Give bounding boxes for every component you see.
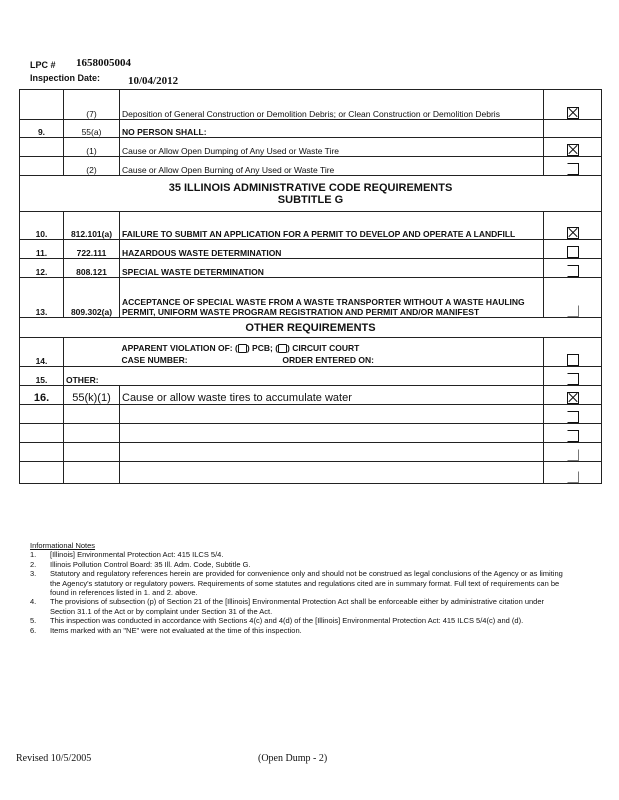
empty-row — [20, 405, 602, 424]
checkbox-11[interactable] — [567, 246, 579, 258]
checkbox-10[interactable] — [567, 227, 579, 239]
empty-row — [20, 462, 602, 484]
empty-row — [20, 443, 602, 462]
row-11: 11. 722.111 HAZARDOUS WASTE DETERMINATION — [20, 240, 602, 259]
pcb-checkbox[interactable] — [238, 344, 247, 353]
checkbox-empty-2[interactable] — [567, 430, 579, 442]
checkbox-9-2[interactable] — [567, 163, 579, 175]
checkbox-15[interactable] — [567, 373, 579, 385]
section-header-other — [20, 318, 602, 338]
row-16: 16. 55(k)(1) Cause or allow waste tires to accumulate water — [20, 386, 602, 405]
note-item: 2. Illinois Pollution Control Board: 35 Ill. Adm. Code, Subtitle G. — [30, 559, 251, 569]
checkbox-16[interactable] — [567, 392, 579, 404]
informational-notes — [30, 541, 570, 635]
note-item: 1. [Illinois] Environmental Protection Act: 415 ILCS 5/4. — [30, 550, 224, 560]
inspection-date-label: Inspection Date: — [30, 73, 101, 83]
checkbox-12[interactable] — [567, 265, 579, 277]
checkbox-9-1[interactable] — [567, 144, 579, 156]
notes-title: Informational Notes — [30, 541, 96, 550]
empty-row — [20, 424, 602, 443]
checkbox-7[interactable] — [567, 107, 579, 119]
note-item: 3. Statutory and regulatory references herein are provided for convenience only and should not be construed as legal conclusions of the Agency or as limiting the Agency's statutory or regulatory powers. Requirements of some statutes and regulations cited are in summary format. Full text of requirements can be found in references listed in 1. and 2. above. — [30, 569, 563, 598]
inspection-date: 10/04/2012 — [128, 75, 179, 87]
section-subtitle: SUBTITLE G — [277, 193, 344, 206]
section-title: 35 ILLINOIS ADMINISTRATIVE CODE REQUIREMENTS — [168, 181, 453, 194]
row-12: 12. 808.121 SPECIAL WASTE DETERMINATION — [20, 259, 602, 278]
row-9-2: (2) Cause or Allow Open Burning of Any Used or Waste Tire — [20, 157, 602, 176]
row-7: (7) Deposition of General Construction or Demolition Debris; or Clean Construction or Demolition Debris — [20, 90, 602, 120]
other-requirements-title: OTHER REQUIREMENTS — [20, 318, 602, 338]
lpc-number: 1658005004 — [76, 57, 131, 69]
row-14: 14. APPARENT VIOLATION OF: ( ) PCB; ( ) CIRCUIT COURT CASE NUMBER: ORDER ENTERED ON: — [20, 338, 602, 367]
page-label: (Open Dump - 2) — [258, 753, 328, 764]
note-item: 5. This inspection was conducted in accordance with Sections 4(c) and 4(d) of the [Illinois] Environmental Protection Act: 415 ILCS 5/4(c) and (d). — [30, 616, 524, 626]
revised-date: Revised 10/5/2005 — [16, 753, 92, 764]
row-15: 15. OTHER: — [20, 367, 602, 386]
lpc-label: LPC # — [30, 60, 56, 70]
requirements-table — [19, 89, 602, 484]
checkbox-empty-4[interactable] — [567, 471, 579, 483]
checkbox-14[interactable] — [567, 354, 579, 366]
row-10: 10. 812.101(a) FAILURE TO SUBMIT AN APPLICATION FOR A PERMIT TO DEVELOP AND OPERATE A LANDFILL — [20, 212, 602, 240]
note-item: 4. The provisions of subsection (p) of Section 21 of the [Illinois] Environmental Protection Act shall be enforceable either by administrative citation under Section 31.1 of the Act or by complaint under Section 31 of the Act. — [30, 597, 545, 616]
checkbox-empty-3[interactable] — [567, 449, 579, 461]
section-header-35iac — [20, 176, 602, 212]
row-9: 9. 55(a) NO PERSON SHALL: — [20, 120, 602, 138]
note-item: 6. Items marked with an "NE" were not evaluated at the time of this inspection. — [30, 625, 302, 635]
row-9-1: (1) Cause or Allow Open Dumping of Any Used or Waste Tire — [20, 138, 602, 157]
checkbox-empty-1[interactable] — [567, 411, 579, 423]
checkbox-13[interactable] — [567, 305, 579, 317]
row-13: 13. 809.302(a) ACCEPTANCE OF SPECIAL WASTE FROM A WASTE TRANSPORTER WITHOUT A WASTE HAULING PERMIT, UNIFORM WASTE PROGRAM REGISTRATION AND PERMIT AND/OR MANIFEST — [20, 278, 602, 318]
circuit-court-checkbox[interactable] — [278, 344, 287, 353]
